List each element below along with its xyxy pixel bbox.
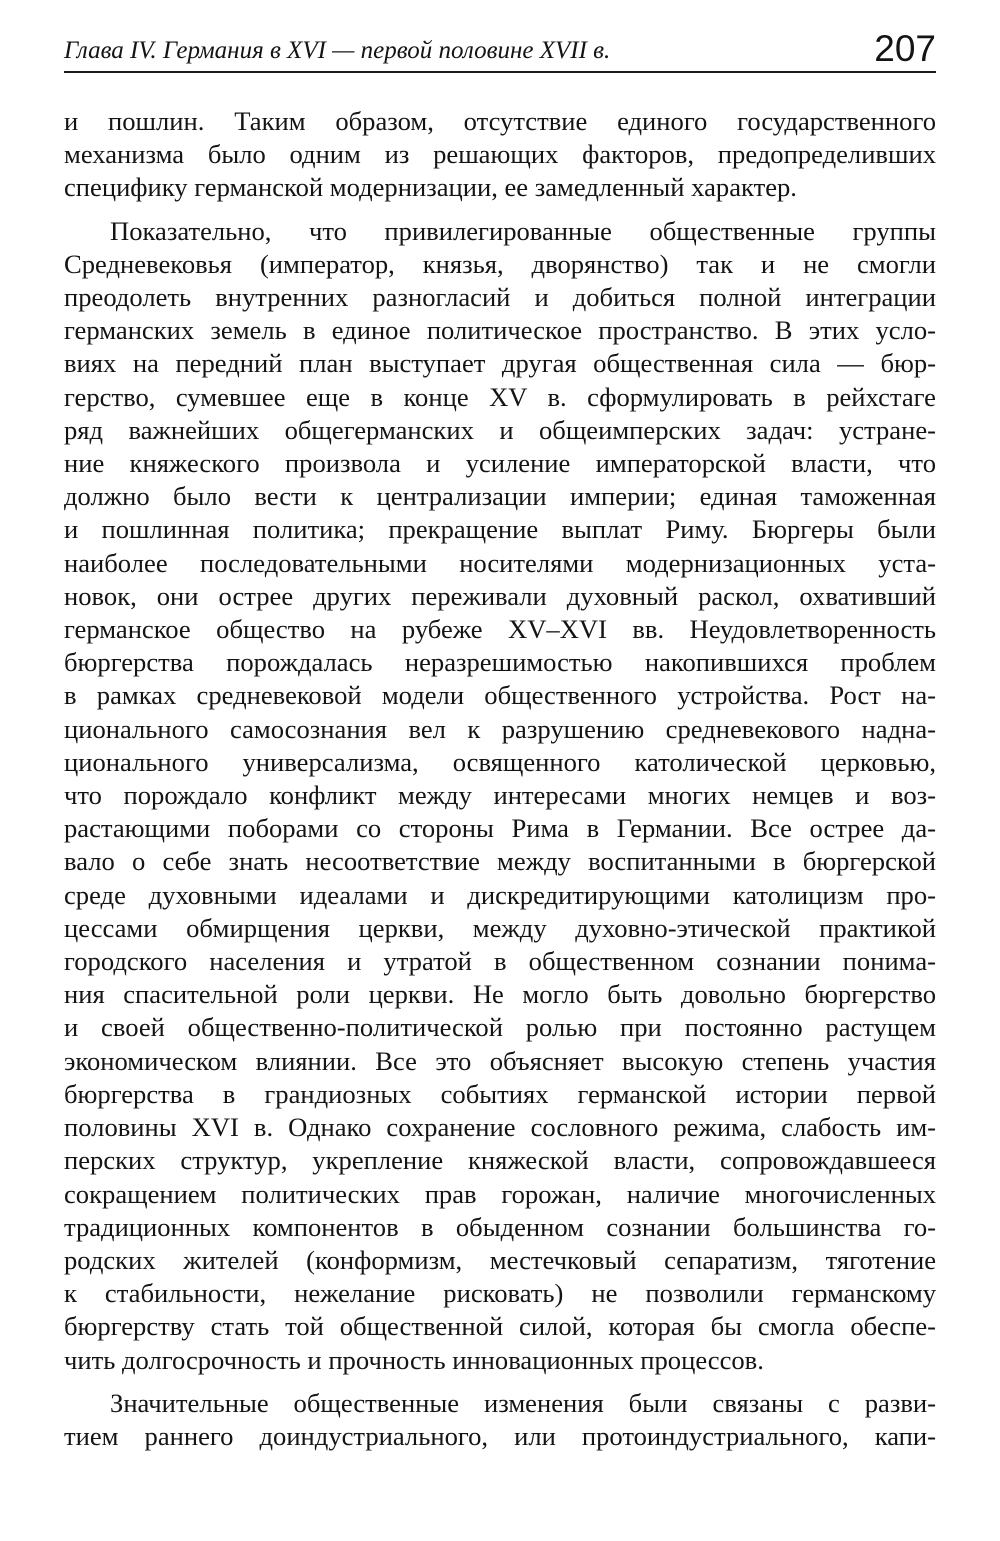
text-line: специфику германской модернизации, ее замедленный характер. [64,172,797,203]
text-line: Средневековья (император, князья, дворянство) так и не смогли [64,248,936,279]
text-line: сокращением политических прав горожан, наличие многочисленных [64,1178,936,1209]
text-line: бюргерству стать той общественной силой, которая бы смогла обеспе- [64,1311,936,1342]
text-line: городского населения и утратой в общественном сознании понима- [64,946,936,977]
text-line: родских жителей (конформизм, местечковый сепаратизм, тяготение [64,1244,936,1275]
text-line: ния спасительной роли церкви. Не могло быть довольно бюргерство [64,979,936,1010]
text-line: экономическом влиянии. Все это объясняет высокую степень участия [64,1045,936,1076]
text-line: новок, они острее других переживали духовный раскол, охвативший [64,580,936,611]
text-line: Значительные общественные изменения были связаны с разви- [110,1387,936,1418]
text-line: бюргерства в грандиозных событиях германской истории первой [64,1078,936,1109]
text-line: должно было вести к централизации империи; единая таможенная [64,481,936,512]
text-line: механизма было одним из решающих факторов, предопределивших [64,139,936,170]
text-line: германских земель в единое политическое пространство. В этих усло- [64,315,936,346]
text-line: традиционных компонентов в обыденном сознании большинства го- [64,1211,936,1242]
text-line: в рамках средневековой модели общественного устройства. Рост на- [64,680,936,711]
text-line: ционального универсализма, освященного католической церковью, [64,746,936,777]
text-line: герство, сумевшее еще в конце XV в. сформулировать в рейхстаге [64,381,936,412]
page-number: 207 [874,28,936,69]
text-line: Показательно, что привилегированные общественные группы [110,215,936,246]
running-title: Глава IV. Германия в XVI — первой половине XVII в. [64,36,611,64]
text-line: растающими поборами со стороны Рима в Германии. Все острее да- [64,813,936,844]
text-line: и пошлинная политика; прекращение выплат Риму. Бюргеры были [64,514,936,545]
text-line: к стабильности, нежелание рисковать) не позволили германскому [64,1278,936,1309]
text-line: ционального самосознания вел к разрушению средневекового надна- [64,713,936,744]
text-line: тием раннего доиндустриального, или протоиндустриального, капи- [64,1420,936,1451]
text-line: половины XVI в. Однако сохранение сословного режима, слабость им- [64,1112,936,1143]
text-line: перских структур, укрепление княжеской власти, сопровождавшееся [64,1145,936,1176]
text-line: ряд важнейших общегерманских и общеимперских задач: устране- [64,414,936,445]
book-page [64,30,936,1453]
text-line: и пошлин. Таким образом, отсутствие единого государственного [64,106,936,136]
text-line: преодолеть внутренних разногласий и добиться полной интеграции [64,282,936,313]
text-line: чить долгосрочность и прочность инновационных процессов. [64,1344,764,1375]
text-line: цессами обмирщения церкви, между духовно-этической практикой [64,912,936,943]
text-line: что порождало конфликт между интересами многих немцев и воз- [64,780,936,811]
text-line: наиболее последовательными носителями модернизационных уста- [64,547,936,578]
text-line: и своей общественно-политической ролью при постоянно растущем [64,1012,936,1043]
text-line: ние княжеского произвола и усиление императорской власти, что [64,448,936,479]
text-line: германское общество на рубеже XV–XVI вв. Неудовлетворенность [64,614,936,645]
text-line: среде духовными идеалами и дискредитирующими католицизм про- [64,879,936,910]
text-line: виях на передний план выступает другая общественная сила — бюр- [64,348,936,379]
text-line: бюргерства порождалась неразрешимостью накопившихся проблем [64,647,936,678]
text-line: вало о себе знать несоответствие между воспитанными в бюргерской [64,846,936,877]
body-text [64,105,936,1453]
page-header [64,30,936,73]
